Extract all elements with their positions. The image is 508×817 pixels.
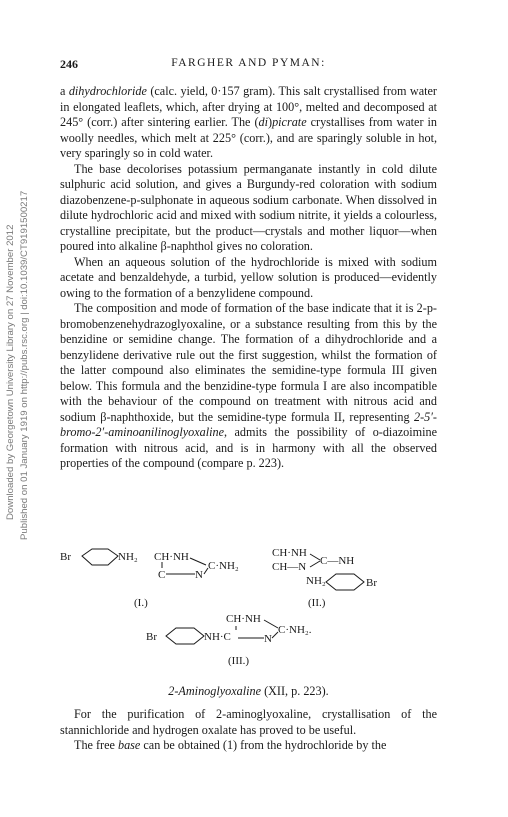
nitrogen-label: N [264,633,272,645]
paragraph-2: The base decolorises potassium permanganate instantly in cold dilute sulphuric acid solution, and gives a Burgundy-red coloration with sodium diazobenzene-p-sulphonate in aqueous sodium carbonate. When dissolved in dilute hydrochloric acid and mixed with sodium nitrite, it yields a colourless, crystalline precipitate, but the product—crystals and mother liquor—when poured into alkaline β-naphthol gives no coloration. [60,161,437,253]
doi-note: Published on 01 January 1919 on http://pubs.rsc.org | doi:10.1039/CT9191500217 [19,190,30,540]
ring-top-label: CH·NH [226,613,261,625]
text-run: can be obtained (1) from the hydrochloride by the [140,738,387,752]
compound-name: 2-Aminoglyoxaline [168,684,262,698]
benzene-ring-1 [82,549,118,565]
text-run: crystallises from water in woolly needles, which melt at 225° (corr.), and are sparingly soluble in hot, very sparingly so in cold water. [60,115,438,160]
formula-3-label: (III.) [228,655,250,667]
ring-top-label: CH·NH [272,548,307,559]
paragraph-3: When an aqueous solution of the hydrochloride is mixed with sodium acetate and benzaldehyde, a turbid, yellow solution is produced—evidently owing to the formation of a benzylidene compound. [60,254,437,300]
nitrogen-label: N [195,569,203,581]
ring-top-label: CH·NH [154,551,189,563]
side-margin [0,0,40,817]
formula-1-label: (I.) [134,597,148,609]
bromo-label: Br [366,577,377,589]
formula-2-label: (II.) [308,597,326,609]
bromo-label: Br [146,631,157,643]
amidine-label: C·NH₂. [278,624,312,636]
article-body [60,84,437,472]
text-run: (calc. yield, 0·157 gram). This salt crystallised from water in elongated leaflets, which, after drying at 100°, melted and decomposed at 245° (corr.) after sintering earlier. The ( [60,84,437,129]
amidine-label: C·NH₂ [208,560,239,572]
bond-line [310,561,320,567]
download-note: Downloaded by Georgetown University Library on 27 November 2012 [5,224,16,520]
structural-formulas [60,548,440,668]
text-run: The composition and mode of formation of the base indicate that it is 2-p-bromobenzenehydrazoglyoxaline, or a substance resulting from this by the benzidine or semidine change. The formation of a dihydrochloride and a benzylidene derivative rule out the first suggestion, whilst the formation of the latter compound also eliminates the semidine-type formula III given below. This formula and the benzidine-type formula I are also incompatible with the behaviour of the compound on treatment with nitrous acid and sodium β-naphthoxide, but the semidine-type formula II, representing [60,301,437,424]
benzene-ring-2 [326,574,364,590]
benzene-ring-3 [166,628,204,644]
bond-line [264,620,278,628]
formula-1 [60,549,239,609]
formula-3 [146,613,312,667]
paragraph-6 [60,738,437,754]
paragraph-1 [60,84,437,162]
page-header [60,57,437,73]
italic-term: di [258,115,269,129]
bond-line [190,558,206,565]
amino-label: NH₂ [306,575,326,587]
carbon-label: C [158,569,166,581]
section-heading [60,684,437,699]
text-run: , admits the possibility of o-diazoimine formation with nitrous acid, and is in harmony with all the observed properties of the compound (compare p. 223). [60,425,437,470]
carbon-nh-label: C—NH [320,555,355,567]
formula-2 [272,548,377,609]
paragraph-4 [60,301,437,472]
nh-c-label: NH·C [204,631,231,643]
text-run: a [60,84,69,98]
text-run: (XII, p. 223). [261,684,329,698]
amino-label: NH₂ [118,551,138,563]
ring-bottom-label: CH—N [272,561,307,573]
page-number: 246 [60,57,78,71]
text-run: ) [268,115,273,129]
italic-term: base [117,738,141,752]
paragraph-5: For the purification of 2-aminoglyoxaline, crystallisation of the stannichloride and hydrogen oxalate has proved to be useful. [60,707,437,737]
italic-term: dihydrochloride [68,84,147,98]
running-title: FARGHER AND PYMAN: [171,57,326,69]
italic-term: picrate [272,115,307,129]
section-body [60,707,437,754]
text-run: The free [74,738,118,752]
bromo-label: Br [60,551,71,563]
italic-term: 2-5′-bromo-2′-aminoanilinoglyoxaline [60,409,437,439]
bond-line [310,554,320,560]
